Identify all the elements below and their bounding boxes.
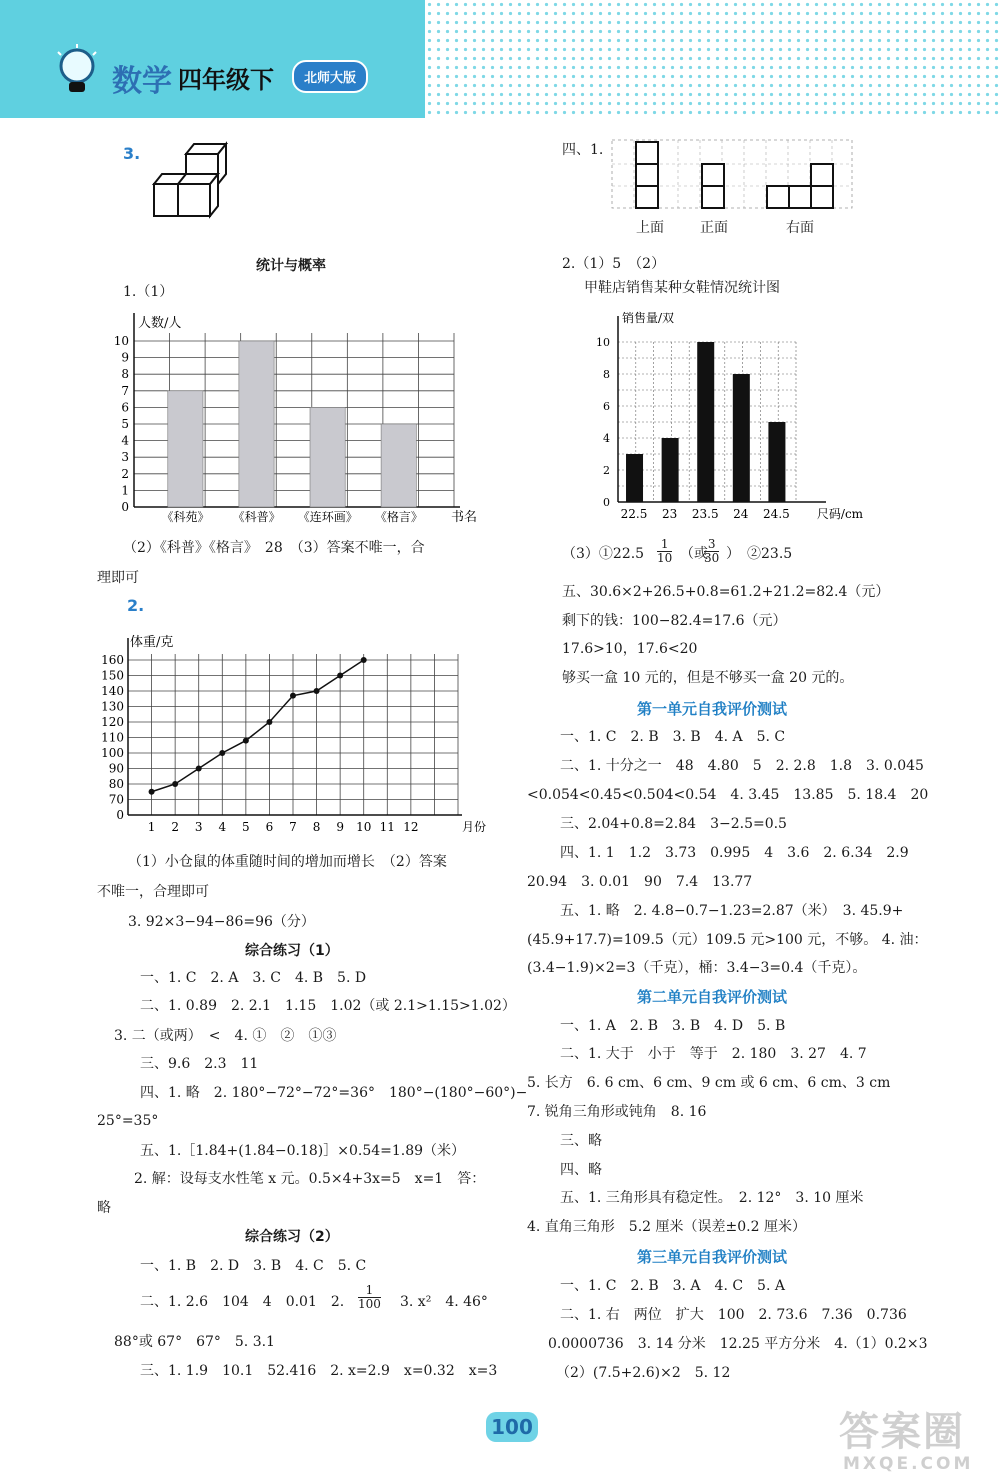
- unit3-title: 第三单元自我评价测试: [637, 1248, 788, 1266]
- ans3-b: ） ②23.5: [726, 546, 793, 562]
- right-view-cell: [789, 186, 811, 208]
- chart2-label: 2.: [127, 596, 145, 615]
- cube-stack-figure: [150, 140, 230, 230]
- p1-line-1: 一、1. C 2. A 3. C 4. B 5. D: [140, 970, 367, 986]
- y-tick-label: 6: [603, 400, 610, 413]
- u3-line-3: 0.0000736 3. 14 分米 12.25 平方分米 4.（1）0.2×3: [548, 1336, 928, 1352]
- grade-title: 四年级下: [178, 66, 274, 94]
- y-tick-label: 90: [108, 761, 124, 776]
- view-label-top: 上面: [636, 220, 664, 236]
- bar: [733, 374, 750, 502]
- u3-line-2: 二、1. 右 两位 扩大 100 2. 73.6 7.36 0.736: [560, 1307, 907, 1323]
- y-tick-label: 7: [121, 383, 129, 398]
- u1-line-8: (45.9+17.7)=109.5（元）109.5 元>100 元，不够。 4. 油：: [527, 932, 928, 948]
- x-tick-label: 6: [265, 820, 274, 834]
- x-tick-label: 24.5: [763, 507, 790, 521]
- right-view-cell: [811, 164, 833, 186]
- series-line: [152, 660, 364, 792]
- x-tick-label: 8: [312, 820, 321, 834]
- x-tick-label: 7: [289, 820, 297, 834]
- y-tick-label: 0: [116, 808, 124, 822]
- u2-line-3: 5. 长方 6. 6 cm、6 cm、9 cm 或 6 cm、6 cm、3 cm: [527, 1075, 891, 1091]
- top-view-cell: [636, 186, 658, 208]
- y-tick-label: 8: [603, 368, 610, 381]
- data-point: [314, 688, 320, 694]
- chart-shoe-sales: [590, 306, 870, 528]
- five-line-4: 够买一盒 10 元的，但是不够买一盒 20 元的。: [562, 670, 854, 686]
- y-tick-label: 2: [121, 466, 129, 481]
- ans3-frac2-bottom: 30: [704, 551, 720, 565]
- y-tick-label: 4: [603, 432, 610, 445]
- chart-book-survey: [108, 308, 488, 530]
- x-tick-label: 23.5: [691, 507, 719, 521]
- y-tick-label: 8: [121, 367, 129, 382]
- q3-label: 3.: [123, 144, 141, 163]
- u1-line-6: 20.94 3. 0.01 90 7.4 13.77: [527, 874, 753, 890]
- y-tick-label: 110: [101, 730, 124, 745]
- p1-line-6: 25°=35°: [97, 1113, 159, 1129]
- section-title-statistics: 统计与概率: [256, 258, 326, 274]
- bar: [239, 341, 274, 507]
- five-line-1: 五、30.6×2+26.5+0.8=61.2+21.2=82.4（元）: [562, 584, 890, 600]
- right-view-cell: [767, 186, 789, 208]
- five-line-2: 剩下的钱：100−82.4=17.6（元）: [562, 613, 787, 629]
- view-label-right: 右面: [786, 220, 814, 236]
- front-view-cell: [702, 164, 724, 186]
- u3-line-1: 一、1. C 2. B 3. A 4. C 5. A: [560, 1278, 785, 1294]
- p2-fraction: [358, 1284, 381, 1311]
- chart-hamster-weight: [101, 630, 498, 835]
- y-axis-label: 人数/人: [138, 316, 182, 331]
- u2-line-6: 四、略: [560, 1162, 602, 1178]
- x-tick-label: 22.5: [620, 507, 648, 521]
- x-tick-label: 23: [661, 507, 678, 521]
- p2-line-2b: 3. x² 4. 46°: [400, 1294, 488, 1310]
- y-axis-label: 销售量/双: [622, 311, 675, 325]
- y-tick-label: 5: [121, 417, 129, 431]
- bar: [662, 438, 679, 502]
- top-view-cell: [636, 164, 658, 186]
- p1-line-7: 五、1.［1.84+(1.84−0.18)］×0.54=1.89（米）: [140, 1143, 466, 1159]
- ans3-frac2-top: 3: [704, 538, 719, 552]
- p1-line-3: 3. 二（或两） < 4. ① ② ①③: [114, 1028, 337, 1044]
- y-tick-label: 2: [603, 464, 610, 477]
- q4-label: 四、1.: [562, 142, 604, 158]
- watermark-text-1: 答案圈: [839, 1409, 965, 1455]
- u3-line-4: （2）(7.5+2.6)×2 5. 12: [556, 1365, 731, 1381]
- x-tick-label: 5: [242, 820, 250, 834]
- bar: [381, 424, 416, 507]
- p2-line-4: 三、1. 1.9 10.1 52.416 2. x=2.9 x=0.32 x=3: [140, 1363, 498, 1379]
- data-point: [196, 766, 202, 772]
- data-point: [290, 693, 296, 699]
- x-tick-label: 《科苑》: [161, 510, 210, 524]
- ans3-fraction-1: [657, 538, 672, 565]
- y-tick-label: 0: [603, 496, 610, 509]
- u1-line-7: 五、1. 略 2. 4.8−0.7−1.23=2.87（米） 3. 45.9+: [560, 903, 904, 919]
- x-tick-label: 3: [194, 820, 203, 834]
- x-tick-label: 《连环画》: [297, 510, 358, 524]
- x-tick-label: 12: [403, 820, 419, 834]
- p2-line-3: 88°或 67° 67° 5. 3.1: [114, 1334, 275, 1350]
- x-tick-label: 11: [379, 820, 395, 834]
- x-tick-label: 2: [171, 820, 179, 834]
- u1-line-2: 二、1. 十分之一 48 4.80 5 2. 2.8 1.8 3. 0.045: [560, 758, 924, 774]
- bar: [310, 407, 345, 507]
- p2-line-1: 一、1. B 2. D 3. B 4. C 5. C: [140, 1258, 367, 1274]
- y-tick-label: 160: [101, 653, 124, 667]
- p1-line-9: 略: [97, 1200, 111, 1216]
- bar: [626, 454, 643, 502]
- u1-line-4: 三、2.04+0.8=2.84 3−2.5=0.5: [560, 816, 787, 832]
- p2-line-2: 二、1. 2.6 104 4 0.01 2.: [140, 1294, 345, 1310]
- header-dot-pattern: [425, 0, 1000, 118]
- practice2-title: 综合练习（2）: [245, 1229, 339, 1245]
- x-tick-label: 24: [733, 507, 749, 521]
- top-view-cell: [636, 142, 658, 164]
- unit1-title: 第一单元自我评价测试: [637, 700, 788, 718]
- u2-line-5: 三、略: [560, 1133, 602, 1149]
- u2-line-8: 4. 直角三角形 5.2 厘米（误差±0.2 厘米）: [527, 1219, 806, 1235]
- x-axis-label: 月份: [461, 820, 487, 834]
- u2-line-1: 一、1. A 2. B 3. B 4. D 5. B: [560, 1018, 786, 1034]
- y-tick-label: 10: [113, 334, 129, 348]
- u1-line-3: <0.054<0.45<0.504<0.54 4. 3.45 13.85 5. 18.4 20: [527, 787, 929, 803]
- p2-frac-bottom: 100: [358, 1297, 381, 1311]
- y-tick-label: 3: [121, 450, 129, 465]
- p1-line-5: 四、1. 略 2. 180°−72°−72°=36° 180°−(180°−60°)−: [140, 1085, 528, 1101]
- page-number: 100: [486, 1412, 538, 1442]
- ans3-fraction-2: [704, 538, 719, 565]
- data-point: [266, 719, 272, 725]
- y-tick-label: 140: [101, 684, 124, 698]
- ans3-a: （3）①22.5: [562, 546, 645, 562]
- lightbulb-icon: [52, 44, 102, 98]
- practice1-title: 综合练习（1）: [245, 943, 339, 959]
- data-point: [337, 673, 343, 679]
- x-tick-label: 1: [147, 820, 156, 834]
- x-axis-label: 尺码/cm: [816, 507, 864, 521]
- u1-line-1: 一、1. C 2. B 3. B 4. A 5. C: [560, 729, 786, 745]
- watermark-logo: [835, 1400, 995, 1480]
- y-tick-label: 1: [121, 483, 129, 498]
- data-point: [172, 781, 178, 787]
- p1-line-8: 2. 解：设每支水性笔 x 元。0.5×4+3x=5 x=1 答：: [134, 1171, 486, 1187]
- u2-line-2: 二、1. 大于 小于 等于 2. 180 3. 27 4. 7: [560, 1046, 867, 1062]
- y-tick-label: 130: [101, 699, 124, 714]
- data-point: [361, 657, 367, 663]
- front-view-cell: [702, 186, 724, 208]
- q2-line: 2.（1）5 （2）: [562, 256, 666, 272]
- chart1-caption-a: （2）《科普》《格言》 28 （3）答案不唯一，合: [123, 540, 425, 556]
- x-tick-label: 《科普》: [232, 510, 281, 524]
- bar: [697, 342, 714, 502]
- p2-frac-top: 1: [358, 1284, 381, 1298]
- chart2-caption-b: 不唯一，合理即可: [97, 884, 209, 900]
- unit2-title: 第二单元自我评价测试: [637, 988, 788, 1006]
- bar: [168, 391, 203, 507]
- chart3-title: 甲鞋店销售某种女鞋情况统计图: [584, 280, 780, 296]
- x-tick-label: 《格言》: [374, 510, 423, 524]
- right-view-cell: [811, 186, 833, 208]
- edition-badge: 北师大版: [292, 60, 368, 93]
- y-tick-label: 150: [101, 668, 124, 683]
- y-tick-label: 0: [121, 500, 129, 514]
- watermark-text-2: MXQE.COM: [843, 1454, 974, 1474]
- p1-line-4: 三、9.6 2.3 11: [140, 1056, 259, 1072]
- y-tick-label: 10: [596, 336, 610, 349]
- x-tick-label: 10: [356, 820, 372, 834]
- p1-line-2: 二、1. 0.89 2. 2.1 1.15 1.02（或 2.1>1.15>1.02）: [140, 998, 516, 1014]
- y-tick-label: 4: [121, 433, 129, 448]
- ans3-mid: （或: [680, 546, 708, 562]
- y-tick-label: 100: [101, 746, 124, 760]
- y-axis-label: 体重/克: [130, 635, 174, 650]
- ans3-frac1-top: 1: [657, 538, 672, 552]
- y-tick-label: 9: [121, 350, 129, 365]
- five-line-3: 17.6>10，17.6<20: [562, 641, 698, 657]
- chart2-caption-a: （1）小仓鼠的体重随时间的增加而增长 （2）答案: [128, 854, 447, 870]
- q3-answer: 3. 92×3−94−86=96（分）: [128, 914, 315, 930]
- three-views-figure: [612, 138, 857, 213]
- y-tick-label: 6: [121, 400, 129, 415]
- u1-line-9: (3.4−1.9)×2=3（千克），桶：3.4−3=0.4（千克）。: [527, 960, 867, 976]
- data-point: [219, 750, 225, 756]
- data-point: [149, 789, 155, 795]
- x-tick-label: 9: [336, 820, 344, 834]
- page-header: [0, 0, 1000, 118]
- bar: [768, 422, 785, 502]
- view-label-front: 正面: [700, 220, 728, 236]
- u2-line-4: 7. 锐角三角形或钝角 8. 16: [527, 1104, 707, 1120]
- data-point: [243, 738, 249, 744]
- u2-line-7: 五、1. 三角形具有稳定性。 2. 12° 3. 10 厘米: [560, 1190, 864, 1206]
- chart1-label: 1.（1）: [123, 284, 174, 300]
- x-tick-label: 4: [218, 820, 227, 834]
- chart1-caption-b: 理即可: [97, 570, 139, 586]
- ans3-frac1-bottom: 10: [657, 551, 673, 565]
- u1-line-5: 四、1. 1 1.2 3.73 0.995 4 3.6 2. 6.34 2.9: [560, 845, 909, 861]
- y-tick-label: 80: [108, 777, 124, 791]
- y-tick-label: 70: [108, 792, 124, 807]
- x-axis-label: 书名: [450, 510, 478, 525]
- y-tick-label: 120: [101, 715, 124, 729]
- subject-title: 数学: [112, 64, 172, 99]
